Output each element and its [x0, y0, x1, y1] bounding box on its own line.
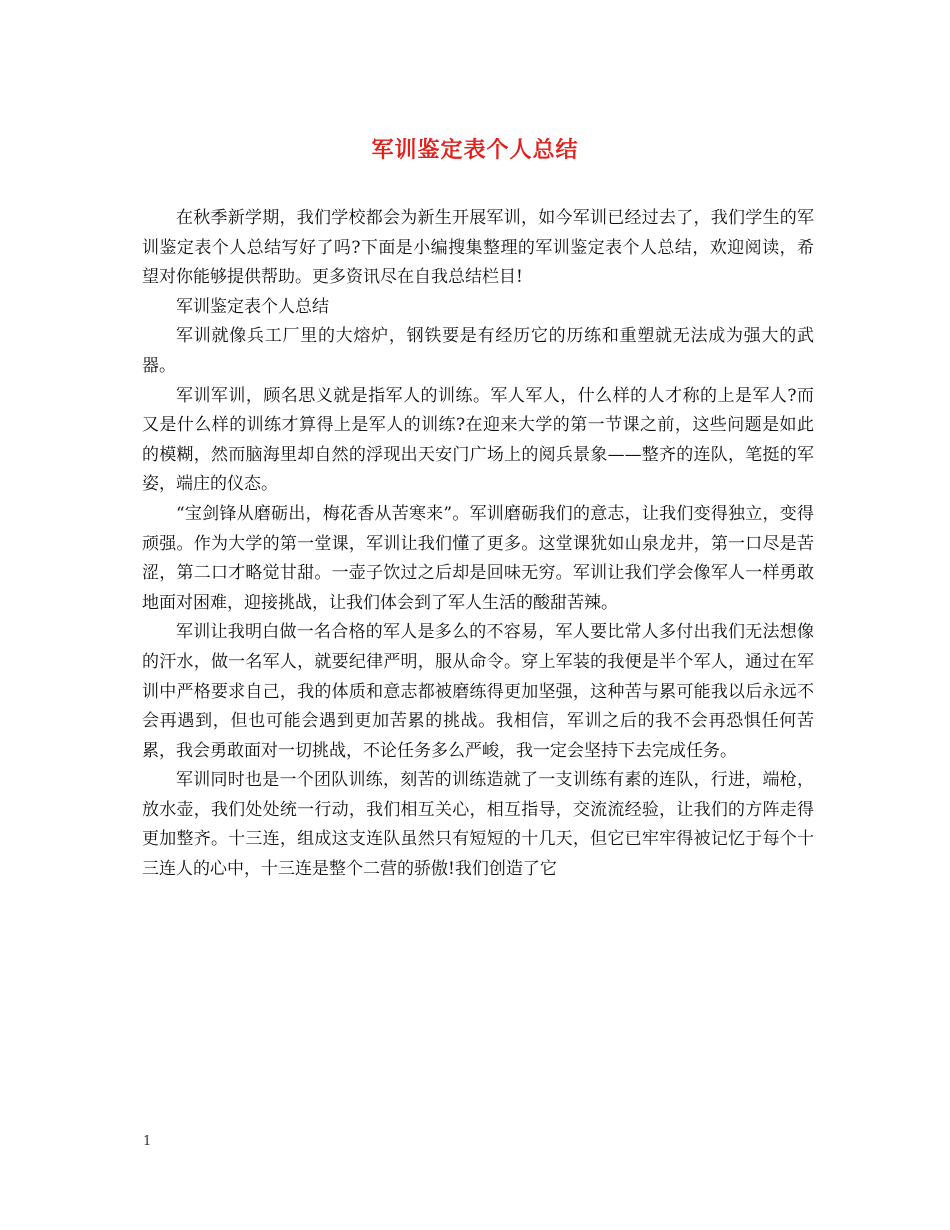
- paragraph-soldier: 军训让我明白做一名合格的军人是多么的不容易，军人要比常人多付出我们无法想像的汗水，做一名军人，就要纪律严明，服从命令。穿上军装的我便是半个军人，通过在军训中严格要求自己，我的体质和意志都被磨练得更加坚强，这种苦与累可能我以后永远不会再遇到，但也可能会遇到更加苦累的挑战。我相信，军训之后的我不会再恐惧任何苦累，我会勇敢面对一切挑战，不论任务多么严峻，我一定会坚持下去完成任务。: [142, 622, 814, 761]
- document-body: [142, 204, 814, 885]
- paragraph-subheading: 军训鉴定表个人总结: [176, 296, 329, 317]
- paragraph-sword: “宝剑锋从磨砺出，梅花香从苦寒来”。军训磨砺我们的意志，让我们变得独立，变得顽强。作为大学的第一堂课，军训让我们懂了更多。这堂课犹如山泉龙井，第一口尽是苦涩，第二口才略觉甘甜。一壶子饮过之后却是回味无穷。军训让我们学会像军人一样勇敢地面对困难，迎接挑战，让我们体会到了军人生活的酸甜苦辣。: [142, 503, 814, 613]
- paragraph-meaning: 军训军训，顾名思义就是指军人的训练。军人军人，什么样的人才称的上是军人?而又是什么样的训练才算得上是军人的训练?在迎来大学的第一节课之前，这些问题是如此的模糊，然而脑海里却自然的浮现出天安门广场上的阅兵景象——整齐的连队，笔挺的军姿，端庄的仪态。: [142, 385, 814, 495]
- paragraph-furnace: 军训就像兵工厂里的大熔炉，钢铁要是有经历它的历练和重塑就无法成为强大的武器。: [142, 326, 814, 376]
- document-title: 军训鉴定表个人总结: [371, 137, 579, 163]
- page-number: 1: [143, 1134, 152, 1149]
- paragraph-team: 军训同时也是一个团队训练，刻苦的训练造就了一支训练有素的连队，行进，端枪，放水壶，我们处处统一行动，我们相互关心，相互指导，交流流经验，让我们的方阵走得更加整齐。十三连，组成这支连队虽然只有短短的十几天，但它已牢牢得被记忆于每个十三连人的心中，十三连是整个二营的骄傲!我们创造了它: [142, 770, 814, 880]
- paragraph-intro: 在秋季新学期，我们学校都会为新生开展军训，如今军训已经过去了，我们学生的军训鉴定表个人总结写好了吗?下面是小编搜集整理的军训鉴定表个人总结，欢迎阅读，希望对你能够提供帮助。更多资讯尽在自我总结栏目!: [142, 208, 814, 288]
